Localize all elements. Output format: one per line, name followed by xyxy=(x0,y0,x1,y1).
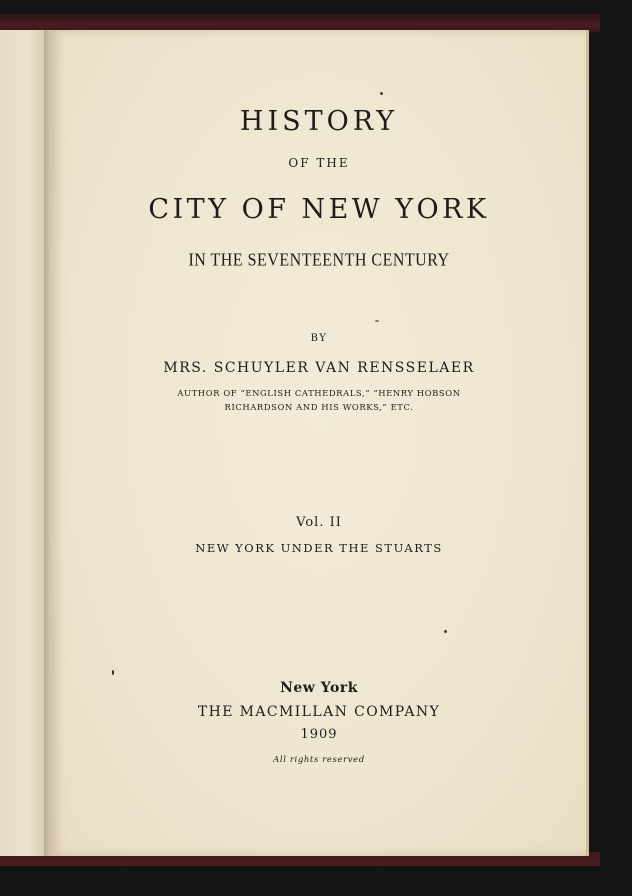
publication-year: 1909 xyxy=(300,727,338,742)
by-line: BY xyxy=(310,333,328,344)
volume-number: Vol. II xyxy=(296,515,342,530)
author-credits xyxy=(50,386,588,414)
paper-speck xyxy=(375,320,379,322)
left-page-edge xyxy=(0,30,46,856)
title-connector: OF THE xyxy=(288,156,350,170)
book-subtitle: IN THE SEVENTEENTH CENTURY xyxy=(188,250,450,271)
book-title: HISTORY xyxy=(239,106,399,137)
rights-notice: All rights reserved xyxy=(273,755,365,765)
paper-speck xyxy=(444,630,447,633)
author-name: MRS. SCHUYLER VAN RENSSELAER xyxy=(163,360,475,376)
title-page xyxy=(50,30,588,856)
publisher-name: THE MACMILLAN COMPANY xyxy=(197,704,441,720)
paper-speck xyxy=(112,670,114,675)
publication-place: New York xyxy=(280,680,358,696)
author-credits-line-2: RICHARDSON AND HIS WORKS,” ETC. xyxy=(224,402,414,412)
page-fore-edge xyxy=(586,30,589,856)
book-title-city: CITY OF NEW YORK xyxy=(148,194,490,225)
author-credits-line-1: AUTHOR OF “ENGLISH CATHEDRALS,” “HENRY HOBSON xyxy=(177,388,461,398)
volume-title: NEW YORK UNDER THE STUARTS xyxy=(195,541,443,555)
paper-speck xyxy=(380,92,383,95)
